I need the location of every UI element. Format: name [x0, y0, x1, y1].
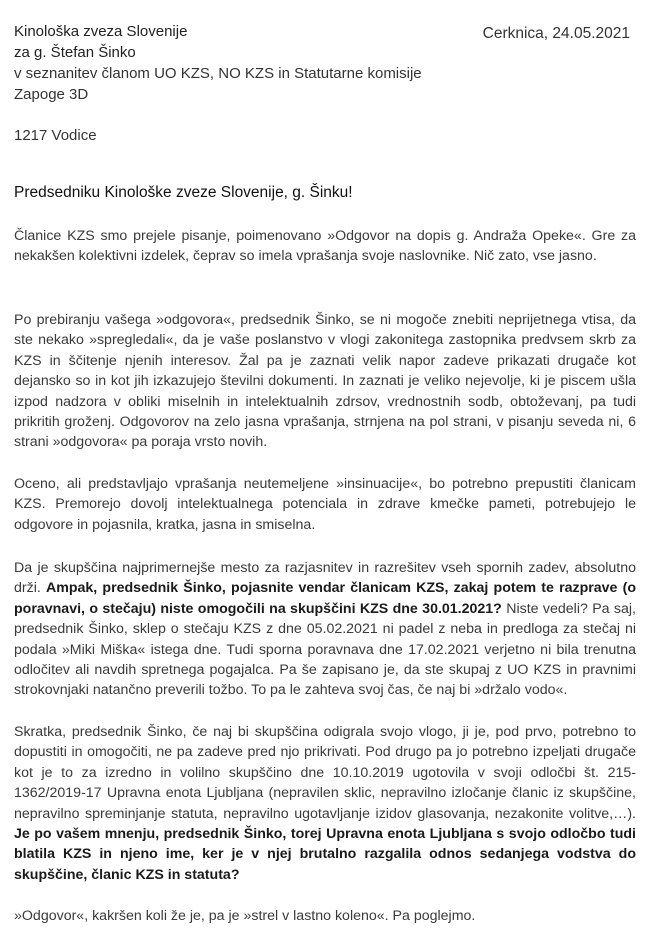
paragraph-6: »Odgovor«, kakršen koli že je, pa je »strel v lastno koleno«. Pa poglejmo. [14, 908, 476, 924]
paragraph-2: Po prebiranju vašega »odgovora«, predsednik Šinko, se ni mogoče znebiti neprijetnega vtisa, da ste nekako »spregledali«, da je vaše poslanstvo v vlogi zakonitega zastopnika predvsem skrb za KZS in ščitenje njenih interesov. Žal pa je zaznati velik napor zadeve prikazati drugače kot dejansko so in kot jih izkazujejo številni dokumenti. In zaznati je veliko nejevolje, ki je piscem ušla izpod nadzora v obliki miselnih in intelektualnih zdrsov, vrednostnih sodb, obtoževanj, pa tudi prikritih groženj. Odgovorov na zelo jasna vprašanja, strnjena na pol strani, v pisanju seveda ni, 6 strani »odgovora« pa poraja vrsto novih. [14, 312, 636, 451]
paragraph-4-question: Ampak, predsednik Šinko, pojasnite vendar članicam KZS, zakaj potem te razprave (o poravnavi, o stečaju) niste omogočili na skupščini KZS dne 30.01.2021? [14, 580, 637, 617]
paragraph-1: Članice KZS smo prejele pisanje, poimenovano »Odgovor na dopis g. Andraža Opeke«. Gre za nekakšen kolektivni izdelek, čeprav so imela vprašanja svoje naslovnike. Nič zato, vse jasno. [14, 228, 636, 265]
sender-postal: 1217 Vodice [14, 127, 97, 144]
paragraph-5 [14, 722, 636, 885]
sender-notice-line: v seznanitev članom UO KZS, NO KZS in Statutarne komisije [14, 65, 422, 82]
paragraph-5-text: Skratka, predsednik Šinko, če naj bi skupščina odigrala svojo vlogo, ji je, pod prvo, potrebno to dopustiti in omogočiti, ne pa zadeve pred njo prikrivati. Pod drugo pa jo potrebno izpeljati drugače kot je to za izredno in volilno skupščino dne 10.10.2019 ugotovila v svoji odločbi št. 215-1362/2019-17 Upravna enota Ljubljana (nepravilen sklic, nepravilno izločanje članic iz skupščine, nepravilno spreminjanje statuta, nepravilno ugotavljanje izidov glasovanja, nezakonite volitve,…). [14, 724, 636, 822]
paragraph-4-text-b: Niste vedeli? Pa saj, predsednik Šinko, sklep o stečaju KZS z dne 05.02.2021 ni padel z neba in predloga za stečaj ni podala »Miki Miška« istega dne. Tudi sporna poravnava dne 17.02.2021 verjetno ni bila trenutna odločitev ali navdih spretnega pogajalca. Pa še zapisano je, da ste skupaj z UO KZS in pravnimi strokovnjaki natančno preverili tožbo. To pa le zahteva svoj čas, če naj bi »držalo vodo«. [14, 600, 637, 699]
paragraph-4-text-a: Da je skupščina najprimernejše mesto za razjasnitev in razrešitev vseh spornih zadev, absolutno drži. [14, 560, 636, 597]
paragraph-4 [14, 558, 636, 701]
letter-date: Cerknica, 24.05.2021 [482, 25, 630, 42]
sender-organization: Kinološka zveza Slovenije [14, 23, 188, 40]
paragraph-5-question: Je po vašem mnenju, predsednik Šinko, torej Upravna enota Ljubljana s svojo odločbo tudi blatila KZS in njeno ime, ker je v njej brutalno razgalila odnos sedanjega vodstva do skupščine, članic KZS in statuta? [14, 826, 636, 883]
paragraph-3: Oceno, ali predstavljajo vprašanja neutemeljene »insinuacije«, bo potrebno prepustiti članicam KZS. Premorejo dovolj intelektualnega potenciala in zdrave kmečke pameti, potrebujejo le odgovore in pojasnila, kratka, jasna in smiselna. [14, 476, 636, 533]
sender-street: Zapoge 3D [14, 86, 89, 103]
sender-recipient-name: za g. Štefan Šinko [14, 44, 136, 61]
salutation-heading: Predsedniku Kinološke zveze Slovenije, g. Šinku! [14, 184, 353, 201]
